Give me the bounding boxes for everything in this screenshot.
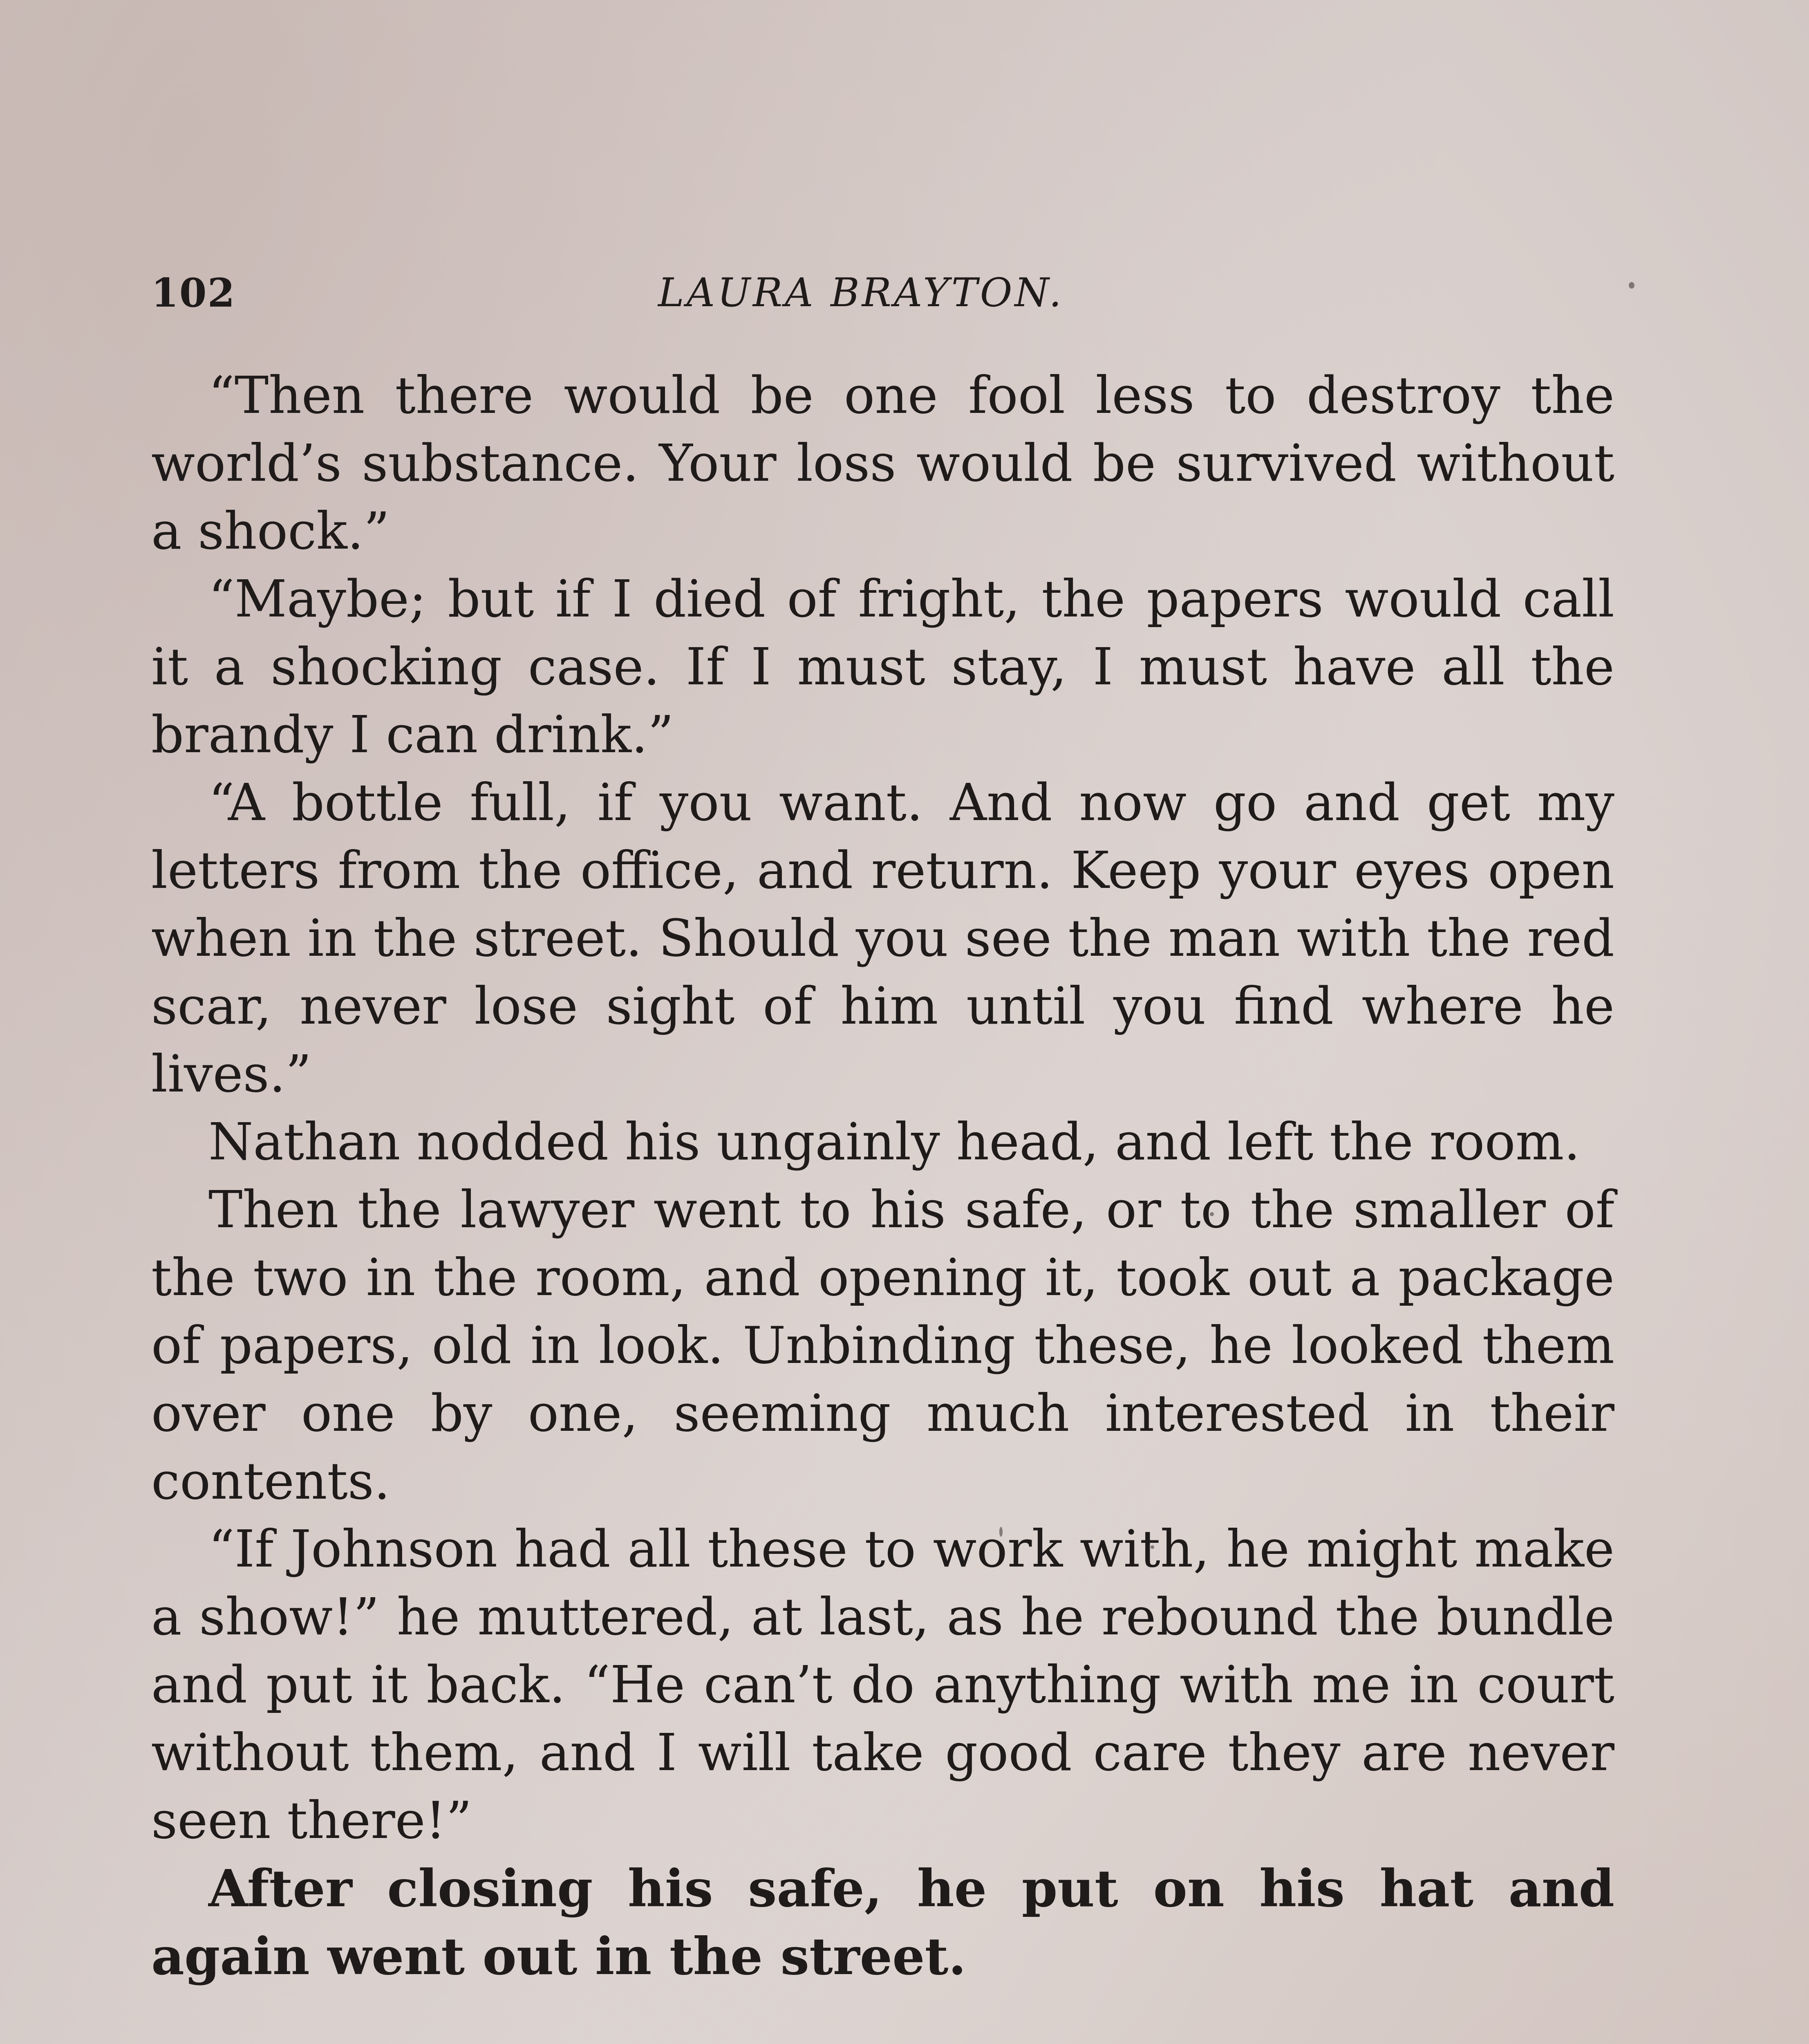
paragraph: Then the lawyer went to his safe, or to the smaller of the two in the room, and opening it, took out a package of papers, old in look. Unbinding these, he looked them over one by one, seeming much interested in their contents. [151,1180,1614,1511]
paragraph: Nathan nodded his ungainly head, and left the room. [208,1112,1581,1172]
paragraph: “Then there would be one fool less to destroy the world’s substance. Your loss would be survived without a shock.” [151,366,1614,561]
paragraph: “A bottle full, if you want. And now go and get my letters from the office, and return. Keep your eyes open when in the street. Should you see the man with the red scar, never lose sight of him until you find where he lives.” [151,773,1614,1104]
running-title: LAURA BRAYTON. [658,270,1064,316]
page-number: 102 [151,270,236,316]
body-text [151,362,1614,1990]
paragraph: “If Johnson had all these to work with, he might make a show!” he muttered, at last, as he rebound the bundle and put it back. “He can’t do anything with me in court without them, and I will take good care they are never seen there!” [151,1520,1614,1850]
paragraph: “Maybe; but if I died of fright, the papers would call it a shocking case. If I must stay, I must have all the brandy I can drink.” [151,569,1614,764]
running-header [151,262,1643,327]
paragraph: After closing his safe, he put on his hat and again went out in the street. [151,1859,1614,1986]
